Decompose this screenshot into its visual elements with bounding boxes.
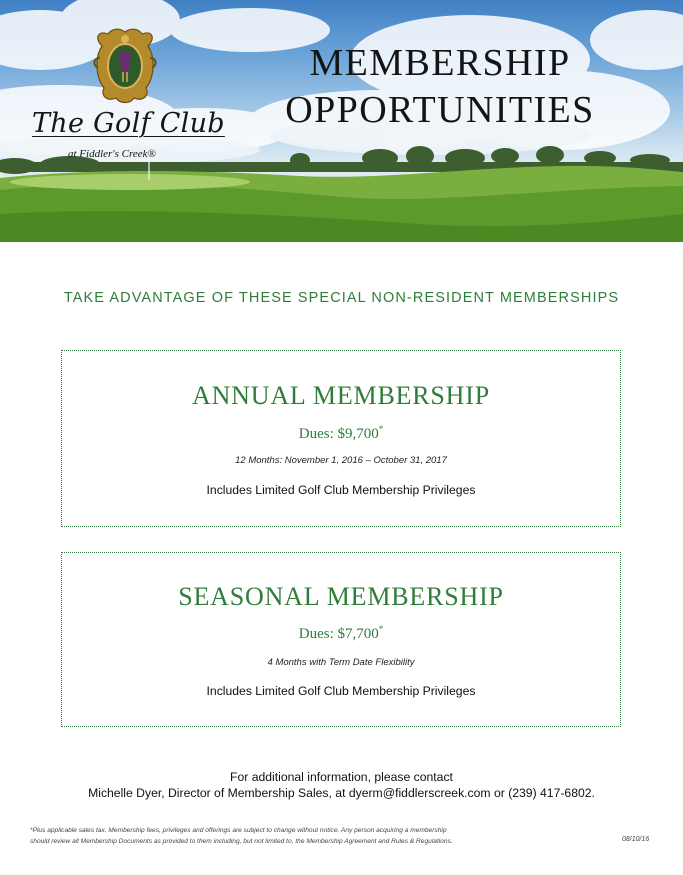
footnote-line-1: *Plus applicable sales tax. Membership fees, privileges and offerings are subject to change without notice. Any person acquiring a membership: [30, 827, 447, 834]
contact-info: [0, 769, 683, 801]
annual-privileges: Includes Limited Golf Club Membership Privileges: [206, 483, 476, 497]
annual-membership-card: [61, 350, 621, 527]
logo-script-text: The Golf Club: [32, 108, 225, 139]
crest-icon: [90, 28, 160, 106]
page-title: [270, 40, 610, 134]
disclaimer-footnote: [30, 825, 590, 847]
tagline: TAKE ADVANTAGE OF THESE SPECIAL NON-RESIDENT MEMBERSHIPS: [63, 290, 620, 306]
annual-dues-asterisk: *: [378, 424, 384, 434]
title-line-1: MEMBERSHIP: [309, 42, 571, 84]
club-logo: [28, 22, 233, 160]
seasonal-membership-title: SEASONAL MEMBERSHIP: [178, 582, 504, 611]
contact-line-1: For additional information, please contact: [230, 770, 453, 784]
annual-term: 12 Months: November 1, 2016 – October 31, 2017: [235, 455, 447, 466]
seasonal-membership-card: [61, 552, 621, 727]
seasonal-dues: [62, 624, 620, 643]
annual-membership-title: ANNUAL MEMBERSHIP: [192, 381, 490, 410]
annual-dues: [62, 424, 620, 443]
document-code: 08/10/16: [622, 836, 650, 843]
logo-subtitle: at Fiddler's Creek®: [68, 148, 156, 160]
title-line-2: OPPORTUNITIES: [285, 89, 595, 131]
annual-dues-value: Dues: $9,700: [298, 426, 379, 442]
contact-line-2: Michelle Dyer, Director of Membership Sales, at dyerm@fiddlerscreek.com or (239) 417-6802.: [88, 786, 595, 800]
seasonal-privileges: Includes Limited Golf Club Membership Privileges: [206, 684, 476, 698]
seasonal-dues-value: Dues: $7,700: [298, 626, 379, 642]
seasonal-dues-asterisk: *: [378, 624, 384, 634]
seasonal-term: 4 Months with Term Date Flexibility: [267, 657, 415, 668]
footnote-line-2: should review all Membership Documents as provided to them including, but not limited to, the Membership Agreement and Rules & Regulations.: [30, 838, 453, 845]
hero-banner: [0, 0, 683, 242]
